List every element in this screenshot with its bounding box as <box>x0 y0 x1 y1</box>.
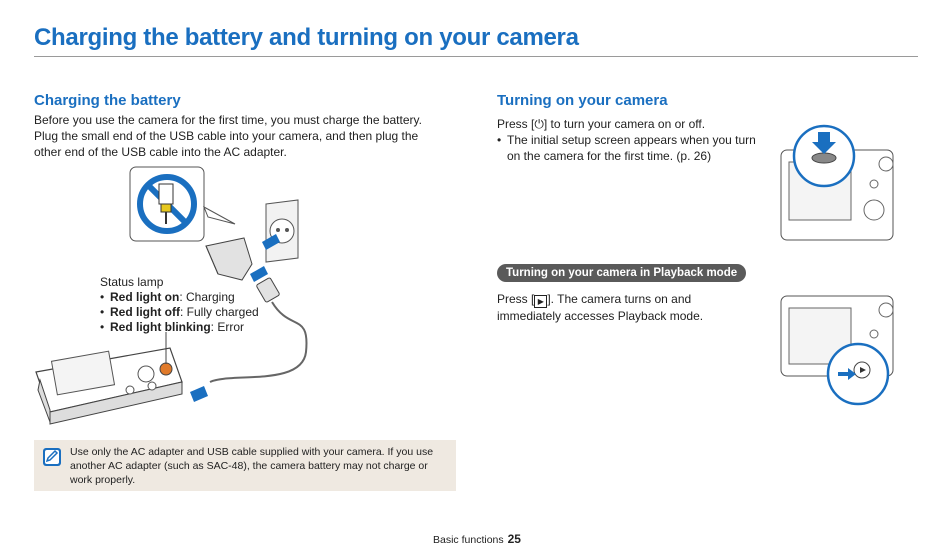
status-lamp-legend <box>100 275 259 335</box>
page-footer <box>433 532 521 546</box>
page-number: 25 <box>507 532 521 546</box>
status-item: • Red light off: Fully charged <box>100 305 259 320</box>
camera-icon <box>36 348 208 424</box>
page-title: Charging the battery and turning on your camera <box>34 24 579 51</box>
note-box <box>34 440 456 491</box>
playback-mode-pill: Turning on your camera in Playback mode <box>497 264 746 282</box>
wall-outlet-icon <box>266 200 298 262</box>
title-divider <box>34 56 918 57</box>
no-usb-to-pc-icon <box>130 167 235 241</box>
note-text: Use only the AC adapter and USB cable supplied with your camera. If you use another AC adapter (such as SAC-48), the camera battery may not charge or work properly. <box>70 446 434 486</box>
charging-heading: Charging the battery <box>34 92 181 109</box>
turning-on-heading: Turning on your camera <box>497 92 668 109</box>
status-lamp-label: Status lamp <box>100 275 164 289</box>
playback-instructions: Press [ ▶ ]. The camera turns on and immediately accesses Playback mode. <box>497 292 704 323</box>
power-instructions: Press [⏻] to turn your camera on or off. • The initial setup screen appears when you turn on the camera for the first time. (p. 26) <box>497 116 762 164</box>
power-bullet: • The initial setup screen appears when you turn on the camera for the first time. (p. 26) <box>497 132 762 164</box>
charging-intro: Before you use the camera for the first time, you must charge the battery. Plug the small end of the USB cable into your camera, and then plug the other end of the USB cable into the AC adapter. <box>34 113 422 159</box>
status-item: • Red light blinking: Error <box>100 320 259 335</box>
camera-power-illustration <box>778 114 898 244</box>
camera-playback-illustration <box>778 290 898 412</box>
note-pencil-icon <box>42 447 62 467</box>
playback-icon: ▶ <box>534 295 547 308</box>
power-icon: ⏻ <box>534 117 544 131</box>
status-item: • Red light on: Charging <box>100 290 259 305</box>
footer-section: Basic functions <box>433 534 504 546</box>
